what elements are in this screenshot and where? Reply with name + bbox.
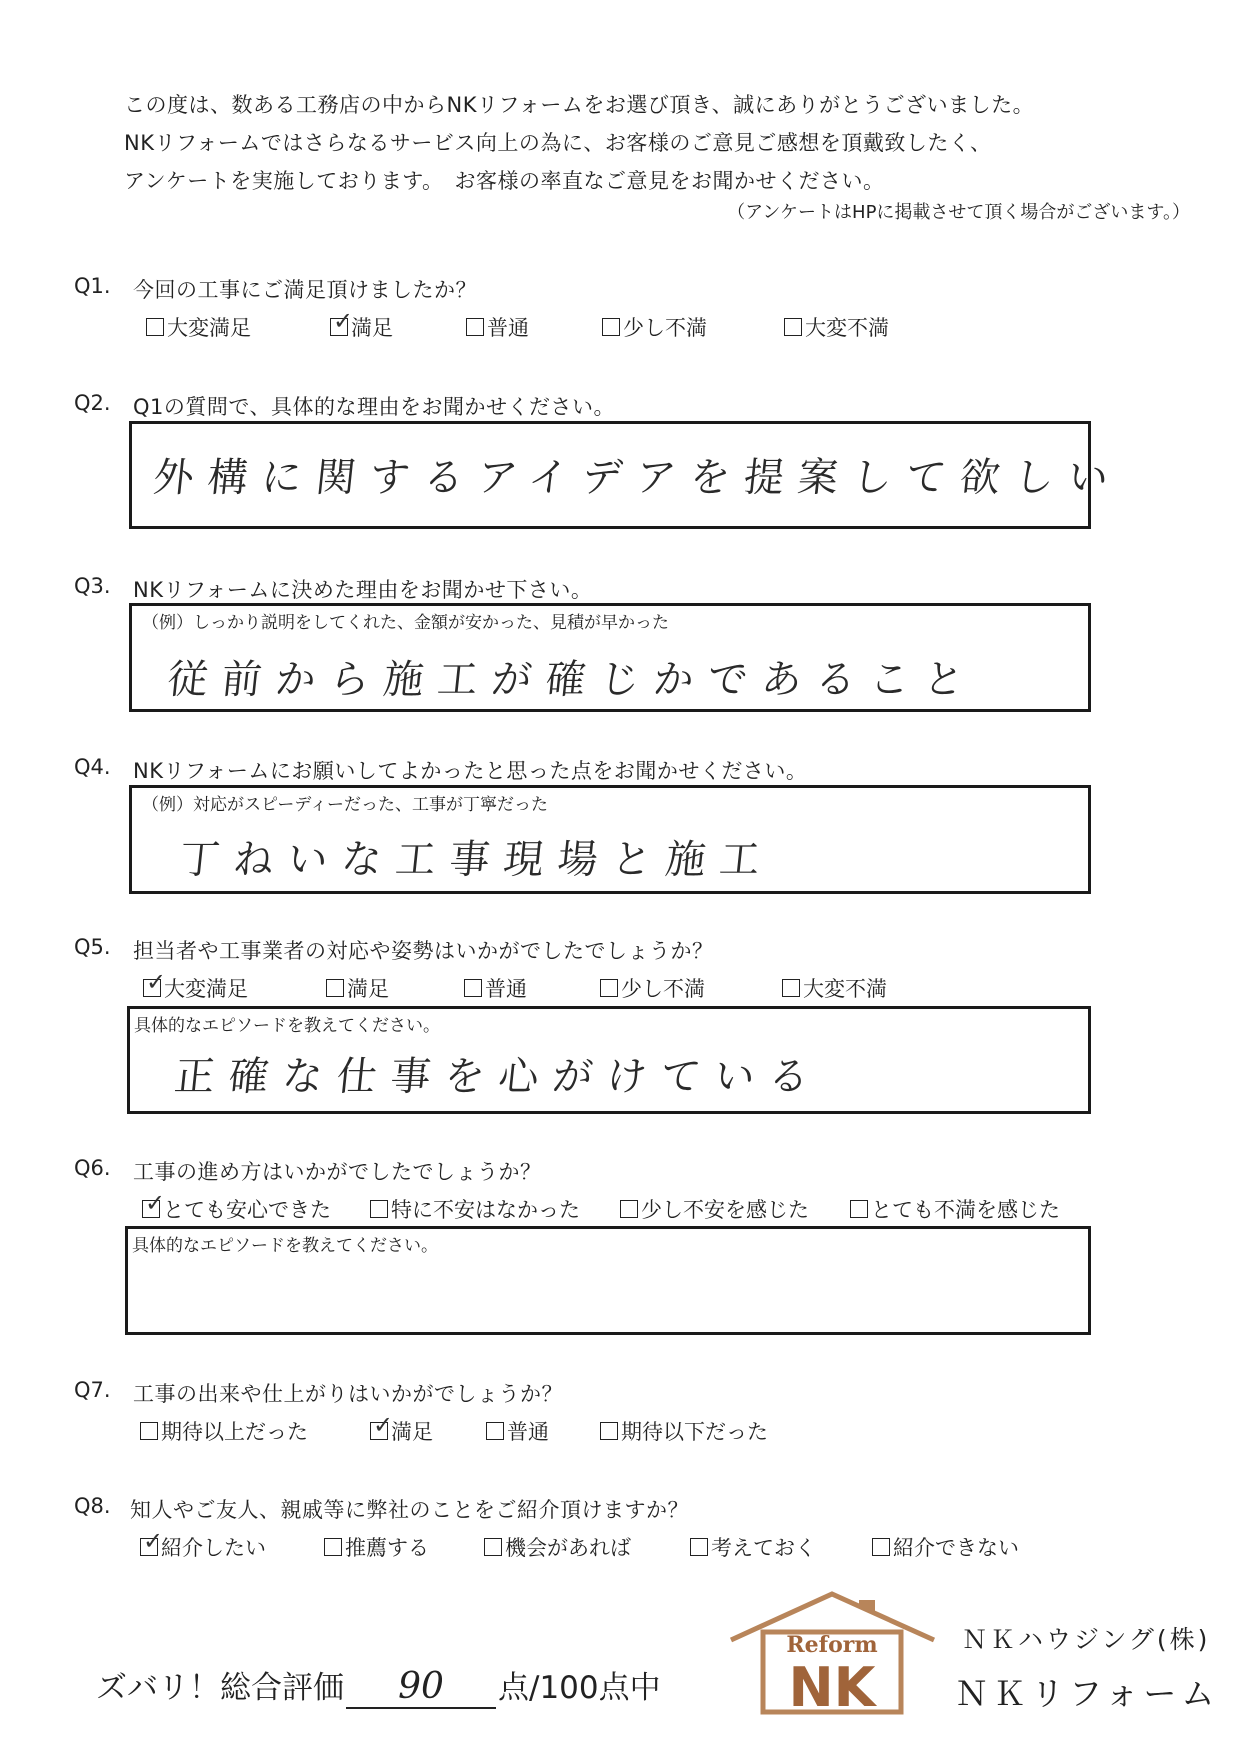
q1-option-3[interactable]: 普通 — [466, 312, 529, 342]
checkbox-icon — [850, 1200, 868, 1218]
intro-text — [124, 86, 1034, 200]
reform-nk-logo — [725, 1588, 940, 1716]
q3-handwritten-answer: 従前から施工が確じかであること — [165, 657, 981, 703]
q8-option-1[interactable]: ✓紹介したい — [140, 1532, 266, 1562]
checkbox-icon — [140, 1422, 158, 1440]
q5-option-5[interactable]: 大変不満 — [782, 973, 887, 1003]
checkbox-icon — [602, 318, 620, 336]
checkbox-icon — [600, 1422, 618, 1440]
q1-number: Q1. — [74, 274, 111, 298]
brand-name: ＮＫリフォーム — [955, 1674, 1220, 1713]
checkbox-icon — [600, 979, 618, 997]
q5-episode-label: 具体的なエピソードを教えてください。 — [134, 1016, 440, 1036]
q7-question: 工事の出来や仕上がりはいかがでしょうか？ — [133, 1382, 563, 1406]
score-value: 90 — [346, 1666, 496, 1709]
intro-line-1: この度は、数ある工務店の中からNKリフォームをお選び頂き、誠にありがとうございました。 — [124, 93, 1035, 117]
overall-score — [96, 1662, 661, 1709]
q4-answer-box[interactable] — [129, 785, 1091, 894]
checkbox-icon — [782, 979, 800, 997]
q7-number: Q7. — [74, 1378, 111, 1402]
checkbox-icon — [690, 1538, 708, 1556]
intro-note: （アンケートはHPに掲載させて頂く場合がございます。） — [727, 202, 1190, 223]
checked-checkbox-icon — [143, 979, 161, 997]
q1-option-2[interactable]: ✓ 満足 — [330, 312, 393, 342]
checkbox-icon — [370, 1200, 388, 1218]
score-label: ズバリ！総合評価 — [96, 1670, 344, 1706]
q5-number: Q5. — [74, 935, 111, 959]
intro-line-2: NKリフォームではさらなるサービス向上の為に、お客様のご意見ご感想を頂戴致したく、 — [124, 131, 992, 155]
q1-option-5[interactable]: 大変不満 — [784, 312, 889, 342]
logo-reform-text: Reform — [786, 1632, 878, 1658]
q5-handwritten-answer: 正確な仕事を心がけている — [172, 1054, 826, 1100]
q6-episode-label: 具体的なエピソードを教えてください。 — [132, 1236, 438, 1256]
q6-option-2[interactable]: 特に不安はなかった — [370, 1194, 580, 1224]
q7-option-3[interactable]: 普通 — [486, 1416, 549, 1446]
q3-answer-box[interactable] — [129, 603, 1091, 712]
q5-episode-box[interactable] — [127, 1006, 1091, 1114]
q5-question: 担当者や工事業者の対応や姿勢はいかがでしたでしょうか？ — [133, 939, 714, 963]
q4-example: （例）対応がスピーディーだった、工事が丁寧だった — [142, 795, 548, 815]
q5-option-3[interactable]: 普通 — [464, 973, 527, 1003]
checked-checkbox-icon — [142, 1200, 160, 1218]
q6-episode-box[interactable] — [125, 1226, 1091, 1335]
q5-option-1[interactable]: ✓大変満足 — [143, 973, 248, 1003]
q1-option-4[interactable]: 少し不満 — [602, 312, 707, 342]
checkbox-icon — [146, 318, 164, 336]
q5-option-2[interactable]: 満足 — [326, 973, 389, 1003]
checkbox-icon — [484, 1538, 502, 1556]
checkbox-icon — [324, 1538, 342, 1556]
q1-option-1[interactable]: 大変満足 — [146, 312, 251, 342]
q8-option-2[interactable]: 推薦する — [324, 1532, 429, 1562]
logo-nk-mark: NK — [788, 1656, 876, 1716]
q6-option-3[interactable]: 少し不安を感じた — [620, 1194, 809, 1224]
q6-option-4[interactable]: とても不満を感じた — [850, 1194, 1060, 1224]
q6-question: 工事の進め方はいかがでしたでしょうか？ — [133, 1160, 542, 1184]
q8-question: 知人やご友人、親戚等に弊社のことをご紹介頂けますか？ — [130, 1498, 689, 1522]
q3-question: NKリフォームに決めた理由をお聞かせ下さい。 — [133, 578, 593, 602]
q5-option-4[interactable]: 少し不満 — [600, 973, 705, 1003]
checkbox-icon — [466, 318, 484, 336]
q3-number: Q3. — [74, 574, 111, 598]
checkbox-icon — [326, 979, 344, 997]
q4-number: Q4. — [74, 755, 111, 779]
q7-option-4[interactable]: 期待以下だった — [600, 1416, 768, 1446]
checked-checkbox-icon — [140, 1538, 158, 1556]
q8-option-4[interactable]: 考えておく — [690, 1532, 816, 1562]
q8-option-5[interactable]: 紹介できない — [872, 1532, 1019, 1562]
q2-number: Q2. — [74, 391, 111, 415]
q6-option-1[interactable]: ✓とても安心できた — [142, 1194, 331, 1224]
checked-checkbox-icon — [370, 1422, 388, 1440]
checkbox-icon — [620, 1200, 638, 1218]
checked-checkbox-icon — [330, 318, 348, 336]
q7-option-1[interactable]: 期待以上だった — [140, 1416, 308, 1446]
intro-line-3: アンケートを実施しております。 お客様の率直なご意見をお聞かせください。 — [124, 169, 885, 193]
q6-number: Q6. — [74, 1156, 111, 1180]
checkbox-icon — [872, 1538, 890, 1556]
q4-handwritten-answer: 丁ねいな工事現場と施工 — [177, 837, 777, 883]
q2-question: Q1の質問で、具体的な理由をお聞かせください。 — [133, 395, 615, 419]
company-name: ＮＫハウジング(株) — [962, 1625, 1211, 1654]
checkbox-icon — [784, 318, 802, 336]
q4-question: NKリフォームにお願いしてよかったと思った点をお聞かせください。 — [133, 759, 808, 783]
q8-number: Q8. — [74, 1494, 111, 1518]
checkbox-icon — [486, 1422, 504, 1440]
q1-question: 今回の工事にご満足頂けましたか？ — [133, 278, 477, 302]
q3-example: （例）しっかり説明をしてくれた、金額が安かった、見積が早かった — [142, 613, 669, 633]
q7-option-2[interactable]: ✓ 満足 — [370, 1416, 433, 1446]
score-suffix: 点/100点中 — [498, 1670, 661, 1706]
q2-handwritten-answer: 外構に関するアイデアを提案して欲しい — [151, 455, 1125, 501]
checkbox-icon — [464, 979, 482, 997]
q2-answer-box[interactable] — [129, 421, 1125, 529]
q8-option-3[interactable]: 機会があれば — [484, 1532, 631, 1562]
